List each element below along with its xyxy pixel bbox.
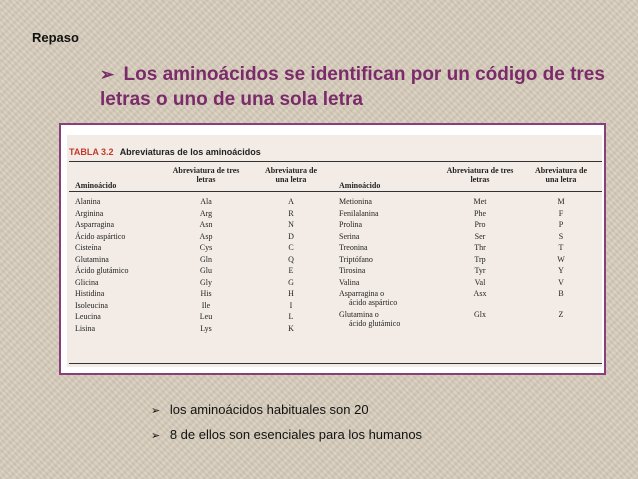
three-letter-cell: Met [473,197,487,206]
bullet-arrow-icon: ➢ [151,430,161,442]
three-letter-cell: Trp [474,254,486,264]
amino-name-cell: Lisina [75,323,95,333]
table-title [69,147,261,157]
three-letter-cell: Val [474,277,486,287]
one-letter-cell: C [288,243,294,252]
bullet-text: 8 de ellos son esenciales para los humanos [169,427,423,442]
table-label: TABLA 3.2 [69,147,114,157]
one-letter-cell: A [288,197,294,206]
one-letter-cell: K [288,323,294,333]
one-letter-cell: S [558,231,564,241]
amino-name-cell: Ácido aspártico [75,231,126,241]
one-letter-cell: T [558,243,564,252]
three-letter-cell: Tyr [474,266,486,275]
three-letter-cell: Ser [474,231,486,241]
amino-name-cell: Glutamina o [339,309,379,319]
one-letter-cell: Q [288,254,294,264]
amino-name-cell: Tirosina [339,266,366,275]
three-letter-cell: Ile [201,300,211,310]
amino-name-cell: Alanina [75,197,101,206]
table-figure [59,123,606,375]
bullet-arrow-icon: ➢ [151,405,161,417]
one-letter-cell: B [558,289,564,298]
one-letter-cell: H [288,289,294,298]
three-letter-cell: Pro [474,220,486,229]
slide-heading [100,62,620,112]
amino-name-cell: Arginina [75,208,104,218]
three-letter-cell: Lys [200,323,212,333]
three-letter-cell: Leu [199,312,213,321]
amino-name-cell: Histidina [75,289,105,298]
header-tres-letras-right: Abreviatura de tres letras [446,166,514,184]
one-letter-cell: R [288,208,294,218]
one-letter-cell: E [288,266,294,275]
three-letter-cell: Phe [474,208,486,218]
table-rule-top [69,161,602,162]
amino-name-cell: Isoleucina [75,300,108,310]
header-tres-letras-left: Abreviatura de tres letras [172,166,240,184]
bullet-item [151,398,422,423]
amino-name-cell: ácido aspártico [349,298,398,307]
bullet-text: los aminoácidos habituales son 20 [169,402,369,417]
three-letter-cell: Thr [474,243,486,252]
three-letter-cell: Gly [200,277,212,287]
amino-name-cell: Valina [339,277,360,287]
three-letter-cell: Gln [200,254,212,264]
table-inner [67,135,602,367]
one-letter-cell: I [289,300,293,310]
one-letter-cell: W [557,254,565,264]
three-letter-cell: His [200,289,212,298]
corner-label: Repaso [32,30,79,45]
amino-name-cell: Asparragina [75,220,115,229]
amino-name-cell: Leucina [75,312,101,321]
table-caption: Abreviaturas de los aminoácidos [119,147,261,157]
one-letter-cell: Z [558,309,564,319]
three-letter-cell: Cys [199,243,213,252]
one-letter-cell: M [557,197,565,206]
header-una-letra-left: Abreviatura de una letra [264,166,318,184]
one-letter-cell: D [288,231,294,241]
header-una-letra-right: Abreviatura de una letra [534,166,588,184]
bullet-item [151,423,422,448]
amino-name-cell: Serina [339,231,360,241]
one-letter-cell: V [558,277,564,287]
table-rule-mid [69,191,602,192]
amino-name-cell: Prolina [339,220,363,229]
amino-name-cell: Asparragina o [339,289,385,298]
one-letter-cell: F [558,208,564,218]
three-letter-cell: Glx [474,309,486,319]
amino-name-cell: Treonina [339,243,368,252]
three-letter-cell: Arg [199,208,213,218]
heading-text: Los aminoácidos se identifican por un código de tres letras o uno de una sola letra [100,64,605,110]
amino-name-cell: Triptófano [339,254,373,264]
header-aminoacido-right: Aminoácido [339,181,381,190]
amino-name-cell: Glutamina [75,254,109,264]
heading-arrow-icon: ➢ [100,65,115,84]
table-rule-bottom [69,363,602,364]
amino-name-cell: Cisteína [75,243,102,252]
three-letter-cell: Asn [199,220,213,229]
amino-name-cell: Fenilalanina [339,208,379,218]
amino-name-cell: ácido glutámico [349,318,401,328]
amino-name-cell: Glicina [75,277,99,287]
one-letter-cell: L [288,312,294,321]
one-letter-cell: P [558,220,564,229]
one-letter-cell: N [288,220,294,229]
amino-name-cell: Ácido glutámico [75,266,129,275]
header-aminoacido-left: Aminoácido [75,181,117,190]
one-letter-cell: Y [558,266,564,275]
three-letter-cell: Asp [199,231,213,241]
bullet-list [151,398,422,448]
amino-name-cell: Metionina [339,197,372,206]
three-letter-cell: Ala [200,197,212,206]
three-letter-cell: Glu [200,266,212,275]
one-letter-cell: G [288,277,294,287]
three-letter-cell: Asx [473,289,487,298]
